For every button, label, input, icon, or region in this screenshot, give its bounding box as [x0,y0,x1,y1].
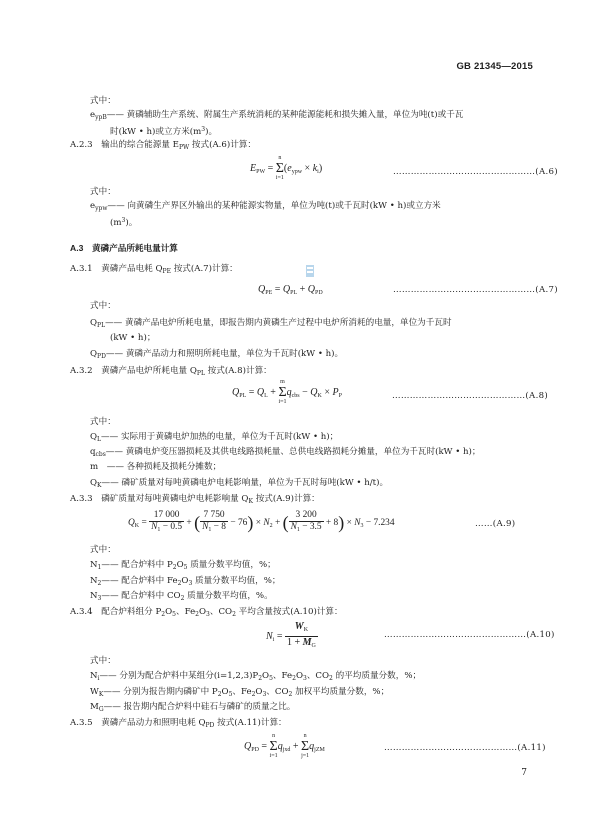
equation-a-10: $N_i$ = $\frac{W_K}{1 + M_G}$ [266,621,316,649]
clause-a-3-4: A.3.4 配合炉料组分 $P_2O_5$、$Fe_2O_3$、$CO_2$ 平均含量按式(A.10)计算： [70,607,343,618]
definition-q-pl: $Q_{PL}——$ 黄磷产品电炉所耗电量，即报告期内黄磷生产过程中电炉所消耗的电量，单位为千瓦时 [90,318,452,329]
page-number: 7 [521,768,527,778]
clause-a-3-2: A.3.2 黄磷产品电炉所耗电量 $Q_{PL}$ 按式(A.8)计算： [70,366,272,377]
definition-n1: $N_1——$ 配合炉料中 $P_2O_5$ 质量分数平均值，%； [90,560,276,571]
definition-m-g: $M_G——$ 报告期内配合炉料中硅石与磷矿的质量之比。 [90,702,296,713]
definition-n3: $N_3——$ 配合炉料中 $CO_2$ 质量分数平均值，%。 [90,591,273,602]
equation-a-7: $Q_{PE} = Q_{PL} + Q_{PD}$ [258,284,323,296]
definition-m: m —— 各种损耗及损耗分摊数； [90,462,222,472]
equation-a-9: $Q_K$ = $\frac{17 000}{N_1 - 0.5}$ + ( $\frac{7 750}{N_1 - 8}$ − $76) \times N_2$ + ( $\frac{3 200}{N_1 - 3.5}$ + $8) \times N_3 - 7.234$ [128,510,395,533]
definition-q-cbs: $q_{cbs}——$ 黄磷电炉变压器损耗及其供电线路损耗量、总供电线路损耗分摊量，单位为千瓦时(kW • h)； [90,447,481,458]
definition-e-ypw-cont: $(m^3)$。 [110,217,138,228]
definition-w-k: $W_K——$ 分别为报告期内磷矿中 $P_2O_5$、$Fe_2O_3$、$CO_2$ 加权平均质量分数，%； [90,687,390,698]
definition-n2: $N_2——$ 配合炉料中 $Fe_2O_3$ 质量分数平均值，%； [90,576,281,587]
clause-a-2-3: A.2.3 输出的综合能源量 $E_{PW}$ 按式(A.6)计算： [70,140,256,151]
section-a-3-heading: A.3 黄磷产品所耗电量计算 [70,243,178,253]
definition-q-k: $Q_K——$ 磷矿质量对每吨黄磷电炉电耗影响量，单位为千瓦时每吨(kW • h/t)。 [90,478,389,489]
definition-n-i: $N_i——$ 分别为配合炉料中某组分$(i=1,2,3)P_2O_5$、$Fe_2O_3$、$CO_2$ 的平均质量分数，%； [90,671,422,682]
clause-a-3-1: A.3.1 黄磷产品电耗 $Q_{PE}$ 按式(A.7)计算： [70,264,238,275]
definition-q-pl-cont: (kW • h)； [110,333,156,343]
where-label: 式中： [90,656,116,666]
where-label: 式中： [90,417,116,427]
equation-a-8: $Q_{PL} = Q_L + m$ Σ $i=1q_{cbs} - Q_K \times P_P$ [232,379,342,405]
equation-number-a-8: ………………………………………(A.8) [392,391,549,401]
clause-a-3-3: A.3.3 磷矿质量对每吨黄磷电炉电耗影响量 $Q_K$ 按式(A.9)计算： [70,494,320,505]
where-label: 式中： [90,96,116,106]
equation-number-a-6: …………………………………………(A.6) [393,167,558,177]
definition-e-ypw: $e_{ypw}——$ 向黄磷生产界区外输出的某种能源实物量，单位为吨(t)或千瓦时(kW • h)或立方米 [90,201,441,212]
where-label: 式中： [90,301,116,311]
equation-number-a-11: ………………………………………(A.11) [384,743,546,753]
definition-q-pd: $Q_{PD}——$ 黄磷产品动力和照明所耗电量，单位为千瓦时(kW • h)。 [90,349,344,360]
equation-number-a-10: …………………………………………(A.10) [384,630,555,640]
equation-number-a-7: …………………………………………(A.7) [393,285,558,295]
standard-number: GB 21345—2015 [456,61,533,72]
clause-a-3-5: A.3.5 黄磷产品动力和照明电耗 $Q_{PD}$ 按式(A.11)计算： [70,718,287,729]
equation-a-6: $E_{PW} = n$ Σ $i=1(e_{ypw} \times k_i)$ [250,155,323,181]
where-label: 式中： [90,545,116,555]
equation-number-a-9: ……(A.9) [475,519,516,529]
watermark-icon [305,264,315,278]
definition-e-ypB: $e_{ypB}——$ 黄磷辅助生产系统、附属生产系统消耗的某种能源能耗和损失摊入量，单位为吨(t)或千瓦 [90,110,464,121]
definition-e-ypB-cont: 时(kW • h)或立方米$(m^3)$。 [110,126,218,137]
equation-a-11: $Q_{PD} = n$ Σ $i=1q_{jxd} + n$ Σ $j=1q_{jZM}$ [244,733,325,759]
where-label: 式中： [90,187,116,197]
definition-q-l: $Q_L——$ 实际用于黄磷电炉加热的电量，单位为千瓦时(kW • h)； [90,432,339,443]
